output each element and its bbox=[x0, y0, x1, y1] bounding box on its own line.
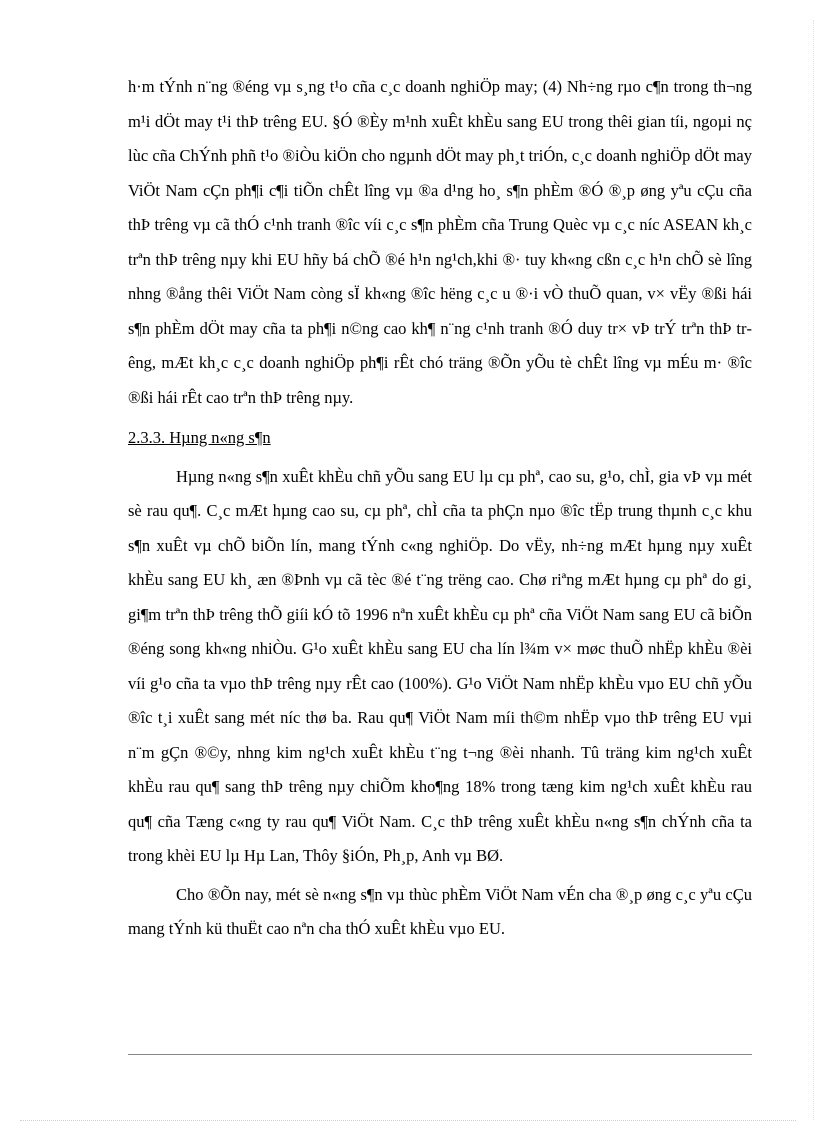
page-border-bottom bbox=[20, 1120, 796, 1121]
paragraph: Hµng n«ng s¶n xuÊt khÈu chñ yÕu sang EU lµ cµ phª, cao su, g¹o, chÌ, gia vÞ vµ mét sè rau qu¶. C¸c mÆt hµng cao su, cµ phª, chÌ cña ta phÇn nµo ®îc tËp trung thµnh c¸c khu s¶n xuÊt vµ chÕ biÕn lín, mang tÝnh c«ng nghiÖp. Do vËy, nh÷ng mÆt hµng nµy xuÊt khÈu sang EU kh¸ æn ®Þnh vµ cã tèc ®é t¨ng trëng cao. Chø riªng mÆt hµng cµ phª do gi¸ gi¶m trªn thÞ trêng thÕ giíi kÓ tõ 1996 nªn xuÊt khÈu cµ phª cña ViÖt Nam sang EU cã biÕn ®éng song kh«ng nhiÒu. G¹o xuÊt khÈu sang EU cha lín l¾m v× møc thuÕ nhËp khÈu ®èi víi g¹o cña ta vµo thÞ trêng nµy rÊt cao (100%). G¹o ViÖt Nam nhËp khÈu vµo EU chñ yÕu ®îc t¸i xuÊt sang mét níc thø ba. Rau qu¶ ViÖt Nam míi th©m nhËp vµo thÞ trêng EU vµi n¨m gÇn ®©y, nhng kim ng¹ch xuÊt khÈu t¨ng t¬ng ®èi nhanh. Tû träng kim ng¹ch xuÊt khÈu rau qu¶ sang thÞ trêng nµy chiÕm kho¶ng 18% trong tæng kim ng¹ch xuÊt khÈu rau qu¶ cña Tæng c«ng ty rau qu¶ ViÖt Nam. C¸c thÞ trêng xuÊt khÈu n«ng s¶n chÝnh cña ta trong khèi EU lµ Hµ Lan, Thôy §iÓn, Ph¸p, Anh vµ BØ. bbox=[128, 466, 752, 865]
page-border-right bbox=[813, 20, 814, 1120]
section-heading: 2.3.3. Hµng n«ng s¶n bbox=[128, 428, 271, 447]
footer-divider bbox=[128, 1054, 752, 1055]
document-body bbox=[128, 70, 752, 947]
paragraph: Cho ®Õn nay, mét sè n«ng s¶n vµ thùc phÈm ViÖt Nam vÉn cha ®¸p øng c¸c yªu cÇu mang tÝnh kü thuËt cao nªn cha thÓ xuÊt khÈu vµo EU. bbox=[128, 884, 752, 938]
paragraph: h·m tÝnh n¨ng ®éng vµ s¸ng t¹o cña c¸c doanh nghiÖp may; (4) Nh÷ng rµo c¶n trong th¬ng m¹i dÖt may t¹i thÞ trêng EU. §Ó ®Èy m¹nh xuÊt khÈu sang EU trong thêi gian tíi, ngoµi nç lùc cña ChÝnh phñ t¹o ®iÒu kiÖn cho ngµnh dÖt may ph¸t triÓn, c¸c doanh nghiÖp dÖt may ViÖt Nam cÇn ph¶i c¶i tiÕn chÊt lîng vµ ®a d¹ng ho¸ s¶n phÈm ®Ó ®¸p øng yªu cÇu cña thÞ trêng vµ cã thÓ c¹nh tranh ®îc víi c¸c s¶n phÈm cña Trung Quèc vµ c¸c níc ASEAN kh¸c trªn thÞ trêng nµy khi EU hñy bá chÕ ®é h¹n ng¹ch,khi ®· tuy kh«ng cßn c¸c h¹n chÕ sè lîng nhng ®ång thêi ViÖt Nam còng sÏ kh«ng ®îc hëng c¸c u ®·i vÒ thuÕ quan, v× vËy ®ßi hái s¶n phÈm dÖt may cña ta ph¶i n©ng cao kh¶ n¨ng c¹nh tranh ®Ó duy tr× vÞ trÝ trªn thÞ trêng, mÆt kh¸c c¸c doanh nghiÖp ph¶i rÊt chó träng ®Õn yÕu tè chÊt lîng vµ mÉu m· ®îc ®ßi hái rÊt cao trªn thÞ trêng nµy. bbox=[128, 77, 752, 407]
